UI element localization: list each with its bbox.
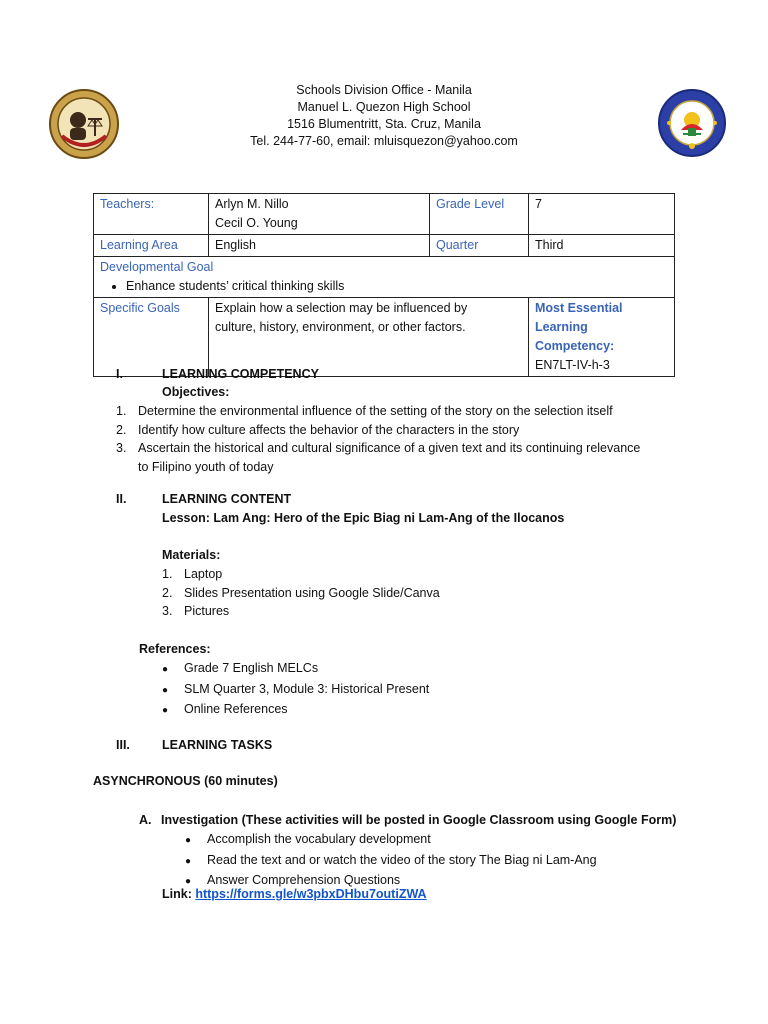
references-list [162, 659, 429, 721]
investigation-list [185, 830, 597, 892]
grade-level-value: 7 [529, 194, 675, 235]
google-form-link-row [162, 885, 427, 904]
specific-goal-line: culture, history, environment, or other factors. [215, 320, 466, 334]
teacher-name: Cecil O. Young [215, 216, 298, 230]
section-numeral: II. [116, 492, 127, 506]
header-office: Schools Division Office - Manila [296, 83, 472, 97]
asynchronous-heading: ASYNCHRONOUS (60 minutes) [93, 774, 278, 788]
material-item: 1. Laptop [162, 567, 223, 581]
developmental-goal-item: • Enhance students’ critical thinking skills [126, 277, 668, 296]
lesson-title: Lesson: Lam Ang: Hero of the Epic Biag ni Lam-Ang of the Ilocanos [162, 511, 565, 525]
investigation-item: ● Read the text and or watch the video of the story The Biag ni Lam-Ang [185, 852, 597, 867]
teachers-label: Teachers: [94, 194, 209, 235]
objectives-list [116, 402, 640, 476]
investigation-item: ● Accomplish the vocabulary development [185, 832, 431, 846]
section-2-heading [116, 490, 291, 509]
header-school: Manuel L. Quezon High School [297, 100, 471, 114]
melc-cell [529, 298, 675, 377]
objective-item: 2. Identify how culture affects the behavior of the characters in the story [116, 422, 520, 437]
materials-label: Materials: [162, 548, 221, 562]
reference-item: ● SLM Quarter 3, Module 3: Historical Present [162, 681, 430, 696]
investigation-heading: A. Investigation (These activities will be posted in Google Classroom using Google Form) [139, 813, 677, 827]
developmental-goal-cell [94, 257, 675, 298]
reference-item: ● Grade 7 English MELCs [162, 661, 319, 675]
quarter-value: Third [529, 235, 675, 257]
section-title: LEARNING COMPETENCY [162, 367, 319, 381]
materials-list [162, 565, 440, 621]
header-contact: Tel. 244-77-60, email: mluisquezon@yahoo.com [250, 134, 518, 148]
melc-label: Most Essential [535, 301, 623, 315]
section-3-heading [116, 736, 272, 755]
section-title: LEARNING CONTENT [162, 492, 292, 506]
quarter-label: Quarter [430, 235, 529, 257]
objective-item: 1. Determine the environmental influence of the setting of the story on the selection itself [116, 404, 613, 418]
reference-item: ● Online References [162, 702, 288, 716]
specific-goal-line: Explain how a selection may be influenced by [215, 301, 468, 315]
objectives-label: Objectives: [162, 385, 230, 399]
material-item: 3. Pictures [162, 604, 230, 618]
teacher-name: Arlyn M. Nillo [215, 197, 289, 211]
investigation-item: ● Answer Comprehension Questions [185, 873, 401, 887]
google-form-link[interactable]: https://forms.gle/w3pbxDHbu7outiZWA [195, 887, 427, 901]
teachers-value [209, 194, 430, 235]
header-address: 1516 Blumentritt, Sta. Cruz, Manila [287, 117, 481, 131]
grade-level-label: Grade Level [430, 194, 529, 235]
learning-area-label: Learning Area [94, 235, 209, 257]
material-item: 2. Slides Presentation using Google Slide/Canva [162, 585, 440, 600]
lesson-info-table [93, 193, 675, 377]
letterhead [0, 82, 768, 150]
link-label: Link: [162, 887, 192, 901]
section-numeral: I. [116, 367, 123, 381]
section-title: LEARNING TASKS [162, 738, 273, 752]
developmental-goal-label: Developmental Goal [100, 260, 214, 274]
objective-item-continued: to Filipino youth of today [138, 459, 274, 474]
melc-code: EN7LT-IV-h-3 [535, 358, 610, 372]
melc-label: Learning Competency: [535, 320, 615, 353]
learning-area-value: English [209, 235, 430, 257]
objective-item: 3. Ascertain the historical and cultural significance of a given text and its continuing relevance [116, 441, 641, 455]
references-label: References: [139, 642, 211, 656]
section-numeral: III. [116, 738, 130, 752]
specific-goals-label: Specific Goals [94, 298, 209, 377]
section-1-heading [116, 365, 319, 384]
